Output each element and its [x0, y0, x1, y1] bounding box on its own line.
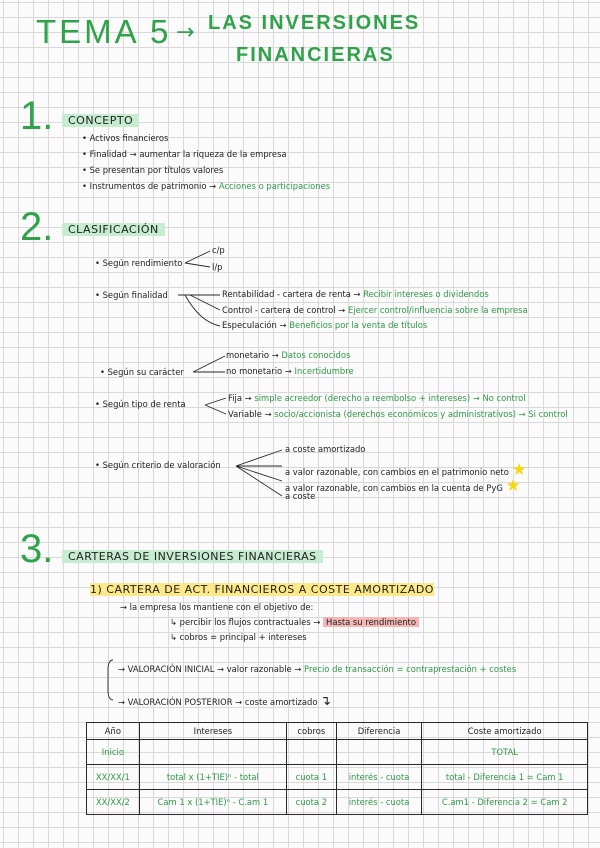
- section-2-heading: CLASIFICACIÓN: [62, 223, 165, 236]
- valoracion-branch-3-text: a valor razonable, con cambios en la cuenta de PyG: [285, 483, 503, 493]
- table-header: Diferencia: [336, 723, 422, 740]
- flujos-line-highlight: Hasta su rendimiento: [323, 617, 419, 627]
- caracter-branch-2-text: no monetario →: [226, 366, 292, 376]
- valoracion-posterior: [118, 694, 331, 709]
- rendimiento-cp: c/p: [212, 245, 225, 255]
- cobros-line: ↳ cobros = principal + intereses: [170, 632, 307, 642]
- table-cell: [286, 740, 336, 765]
- table-row: [87, 765, 588, 790]
- table-cell: XX/XX/2: [87, 790, 140, 815]
- section-3-heading: CARTERAS DE INVERSIONES FINANCIERAS: [62, 550, 323, 563]
- table-cell: Cam 1 x (1+TIE)ⁿ - C.am 1: [139, 790, 286, 815]
- caracter-branch-2: [226, 366, 354, 376]
- table-header: Coste amortizado: [422, 723, 588, 740]
- table-header-row: [87, 723, 588, 740]
- finalidad-branch-3: [222, 320, 427, 330]
- valoracion-inicial-green: Precio de transacción = contraprestación + costes: [304, 664, 517, 674]
- table-cell: [139, 740, 286, 765]
- finalidad-branch-2: [222, 305, 528, 315]
- table-cell: interés - cuota: [336, 765, 422, 790]
- finalidad-branch-2-green: Ejercer control/influencia sobre la empresa: [348, 305, 528, 315]
- star-icon: ★: [505, 476, 521, 496]
- tipo-renta-label: • Según tipo de renta: [95, 399, 186, 409]
- table-cell: cuota 2: [286, 790, 336, 815]
- concept-item-4-green: Acciones o participaciones: [218, 181, 331, 191]
- table-cell: total - Diferencia 1 = Cam 1: [422, 765, 588, 790]
- finalidad-label: • Según finalidad: [95, 290, 168, 300]
- tipo-renta-branch-1-text: Fija →: [228, 393, 252, 403]
- valoracion-posterior-text: → VALORACIÓN POSTERIOR → coste amortizado: [118, 697, 318, 707]
- caracter-label: • Según su carácter: [100, 367, 184, 377]
- tipo-renta-branch-2-text: Variable →: [228, 409, 272, 419]
- rendimiento-lp: l/p: [212, 262, 223, 272]
- title-line1: LAS INVERSIONES: [208, 12, 421, 34]
- concept-item-1: • Activos financieros: [82, 133, 169, 143]
- valoracion-inicial: [118, 664, 516, 674]
- topic-number: TEMA 5: [36, 13, 172, 50]
- cartera-subheading-text: 1) CARTERA DE ACT. FINANCIEROS A COSTE AMORTIZADO: [90, 583, 434, 596]
- flujos-line: [170, 617, 419, 627]
- concept-item-2: • Finalidad → aumentar la riqueza de la empresa: [82, 149, 287, 159]
- caracter-branch-2-green: Incertidumbre: [294, 366, 354, 376]
- valoracion-branch-3: [285, 476, 521, 496]
- table-cell: TOTAL: [422, 740, 588, 765]
- finalidad-branch-2-text: Control - cartera de control →: [222, 305, 346, 315]
- table-row: [87, 740, 588, 765]
- tipo-renta-branch-1: [228, 393, 526, 403]
- cartera-subheading: [90, 583, 434, 596]
- amortization-table: [86, 722, 588, 815]
- caracter-branch-1-text: monetario →: [226, 350, 279, 360]
- table-header: Año: [87, 723, 140, 740]
- table-cell: [336, 740, 422, 765]
- concept-item-3: • Se presentan por títulos valores: [82, 165, 224, 175]
- valoracion-branch-1: a coste amortizado: [285, 444, 366, 454]
- table-header: cobros: [286, 723, 336, 740]
- finalidad-branch-1: [222, 289, 489, 299]
- concept-item-4-text: • Instrumentos de patrimonio →: [82, 181, 217, 191]
- objetivo-line: → la empresa los mantiene con el objetivo de:: [120, 602, 314, 612]
- table-cell: C.am1 - Diferencia 2 = Cam 2: [422, 790, 588, 815]
- valoracion-label: • Según criterio de valoración: [95, 460, 221, 470]
- table-cell: interés - cuota: [336, 790, 422, 815]
- section-2-number: 2.: [20, 205, 54, 249]
- down-arrow-icon: ↴: [320, 694, 332, 709]
- table-cell: total x (1+TIE)ⁿ - total: [139, 765, 286, 790]
- star-icon: ★: [511, 460, 527, 480]
- caracter-branch-1-green: Datos conocidos: [281, 350, 351, 360]
- table-cell: XX/XX/1: [87, 765, 140, 790]
- finalidad-branch-3-green: Beneficios por la venta de títulos: [289, 320, 428, 330]
- table-row: [87, 790, 588, 815]
- section-1-heading: CONCEPTO: [62, 114, 139, 127]
- valoracion-branch-4: a coste: [285, 491, 316, 501]
- table-cell: Inicio: [87, 740, 140, 765]
- tipo-renta-branch-2: [228, 409, 568, 419]
- caracter-branch-1: [226, 350, 350, 360]
- section-3-number: 3.: [20, 527, 54, 571]
- valoracion-branch-2-text: a valor razonable, con cambios en el patrimonio neto: [285, 467, 509, 477]
- tipo-renta-branch-2-green: socio/accionista (derechos económicos y administrativos) → Si control: [274, 409, 568, 419]
- finalidad-branch-1-text: Rentabilidad - cartera de renta →: [222, 289, 361, 299]
- flujos-line-text: ↳ percibir los flujos contractuales →: [170, 617, 321, 627]
- tipo-renta-branch-1-green: simple acreedor (derecho a reembolso + intereses) → No control: [254, 393, 526, 403]
- section-1-number: 1.: [20, 94, 54, 138]
- title-line2: FINANCIERAS: [236, 44, 395, 66]
- table-cell: cuota 1: [286, 765, 336, 790]
- concept-item-4: [82, 181, 330, 191]
- finalidad-branch-1-green: Recibir intereses o dividendos: [363, 289, 489, 299]
- table-header: Intereses: [139, 723, 286, 740]
- arrow-icon: →: [176, 20, 195, 45]
- finalidad-branch-3-text: Especulación →: [222, 320, 287, 330]
- rendimiento-label: • Según rendimiento: [95, 258, 183, 268]
- valoracion-inicial-text: → VALORACIÓN INICIAL → valor razonable →: [118, 664, 302, 674]
